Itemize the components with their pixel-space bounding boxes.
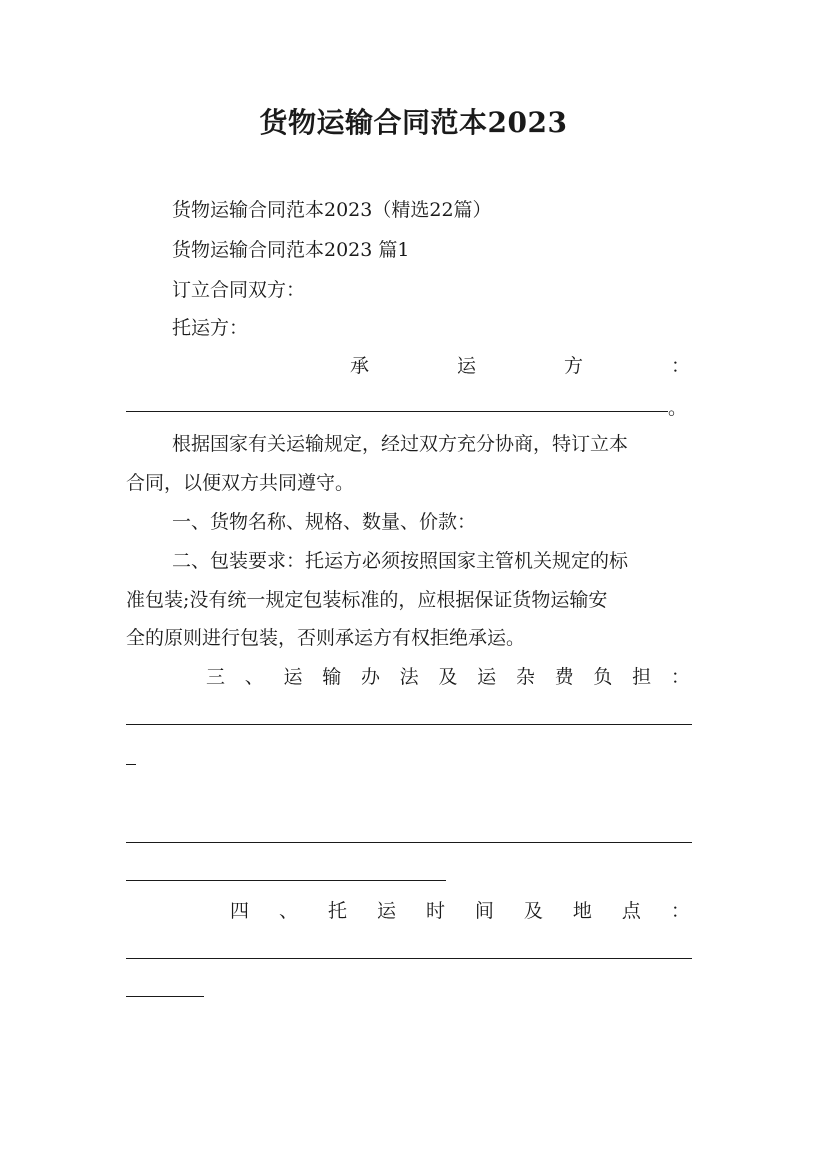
item-2-line-2: 准包装;没有统一规定包装标准的，应根据保证货物运输安 <box>126 589 608 611</box>
item-4-char: 点 <box>621 900 641 922</box>
carrier-end-mark: 。 <box>668 397 688 419</box>
item-3-char: 运 <box>283 666 303 688</box>
item-3-char: 法 <box>399 666 419 688</box>
item-4-char: 地 <box>572 900 592 922</box>
carrier-char: 方 <box>563 355 583 377</box>
item-4-char: 时 <box>425 900 445 922</box>
document-subtitle: 货物运输合同范本2023（精选22篇） <box>172 199 492 221</box>
basis-paragraph-line-2: 合同，以便双方共同遵守。 <box>126 472 355 494</box>
item-1-goods: 一、货物名称、规格、数量、价款： <box>172 511 477 533</box>
item-4-char: 间 <box>474 900 494 922</box>
item-3-char: 杂 <box>515 666 535 688</box>
item-3-char: 运 <box>477 666 497 688</box>
item-3-char: 办 <box>360 666 380 688</box>
carrier-fill-line <box>126 411 668 412</box>
basis-paragraph-line-1: 根据国家有关运输规定，经过双方充分协商，特订立本 <box>172 433 629 455</box>
item-3-char: 负 <box>593 666 613 688</box>
item-3-char: ： <box>670 666 690 688</box>
section-heading: 货物运输合同范本2023 篇1 <box>172 239 410 261</box>
item-4-char: ： <box>670 900 690 922</box>
item-3-char: 担 <box>632 666 652 688</box>
item-4-char: 、 <box>278 900 298 922</box>
carrier-char: 运 <box>456 355 476 377</box>
item-4-char: 四 <box>230 900 250 922</box>
item-4-char: 托 <box>327 900 347 922</box>
item-4-char: 及 <box>523 900 543 922</box>
item-4-fill-line-1 <box>126 958 692 959</box>
carrier-label <box>350 352 690 380</box>
item-3-char: 、 <box>244 666 264 688</box>
carrier-char: ： <box>670 355 690 377</box>
item-3-fill-line-1 <box>126 724 692 725</box>
item-2-line-3: 全的原则进行包装，否则承运方有权拒绝承运。 <box>126 627 526 649</box>
parties-intro: 订立合同双方： <box>172 279 306 301</box>
item-4-fill-line-2 <box>126 996 204 997</box>
item-3-fill-line-2 <box>126 764 136 765</box>
item-3-char: 三 <box>206 666 226 688</box>
document-title: 货物运输合同范本2023 <box>259 106 568 139</box>
item-3-fill-line-3 <box>126 842 692 843</box>
item-4-char: 运 <box>376 900 396 922</box>
item-4-shipping-time-place <box>230 897 690 925</box>
item-3-transport-method <box>206 663 690 691</box>
shipper-label: 托运方： <box>172 317 249 339</box>
item-3-char: 输 <box>322 666 342 688</box>
item-3-char: 费 <box>554 666 574 688</box>
item-3-char: 及 <box>438 666 458 688</box>
carrier-char: 承 <box>350 355 370 377</box>
item-2-line-1: 二、包装要求：托运方必须按照国家主管机关规定的标 <box>172 550 629 572</box>
item-3-fill-line-4 <box>126 880 446 881</box>
